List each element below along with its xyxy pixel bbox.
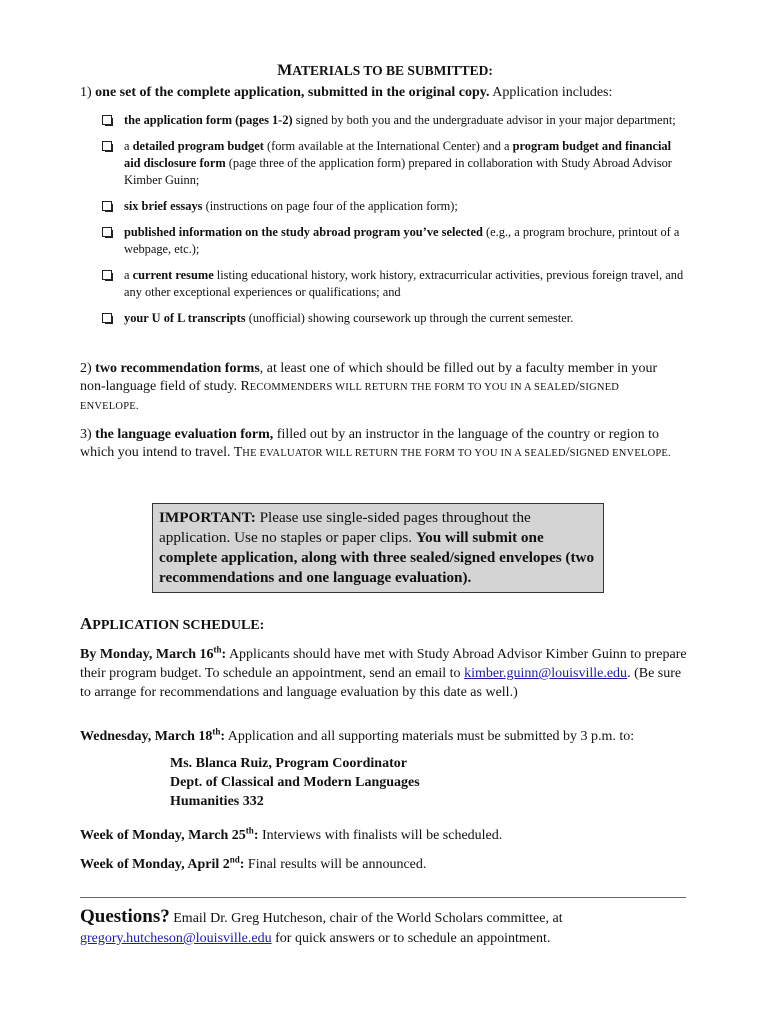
questions-section: Questions? Email Dr. Greg Hutcheson, chair of the World Scholars committee, at gregory.hutcheson@louisville.edu for quick answers or to schedule an appointment. [80,906,563,946]
materials-checklist [100,112,690,336]
checkbox-icon [102,201,112,211]
schedule-heading: APPLICATION SCHEDULE: [80,614,265,633]
checkbox-icon [102,313,112,323]
checkbox-icon [102,270,112,280]
checklist-item-essays: six brief essays (instructions on page four of the application form); [100,198,690,215]
checklist-item-published-information: published information on the study abroad program you’ve selected (e.g., a program brochure, printout of a webpage, etc.); [100,224,690,258]
important-notice-box: IMPORTANT: Please use single-sided pages throughout the application. Use no staples or paper clips. You will submit one complete application, along with three sealed/signed envelopes (two recommendations and one language evaluation). [152,503,604,593]
checklist-item-resume: a current resume listing educational history, work history, extracurricular activities, previous foreign travel, and any other exceptional experiences or qualifications; and [100,267,690,301]
checkbox-icon [102,227,112,237]
schedule-entry-march-16: By Monday, March 16th: Applicants should have met with Study Abroad Advisor Kimber Guinn to prepare their program budget. To schedule an appointment, send an email to kimber.guinn@louisville.edu. (Be sure to arrange for recommendations and language evaluation by this date as well.) [80,644,687,700]
schedule-entry-april-2: Week of Monday, April 2nd: Final results will be announced. [80,854,427,872]
checkbox-icon [102,141,112,151]
checklist-item-application-form: the application form (pages 1-2) signed by both you and the undergraduate advisor in your major department; [100,112,690,129]
chair-email-link[interactable]: gregory.hutcheson@louisville.edu [80,931,272,946]
checklist-item-program-budget: a detailed program budget (form available at the International Center) and a program budget and financial aid disclosure form (page three of the application form) prepared in collaboration with Study Abroad Advisor Kimber Guinn; [100,138,690,189]
language-evaluation-paragraph: 3) the language evaluation form, filled out by an instructor in the language of the country or region to which you intend to travel. THE EVALUATOR WILL RETURN THE FORM TO YOU IN A SEALED/SIGNED ENVELOPE. [80,427,671,460]
schedule-entry-march-25: Week of Monday, March 25th: Interviews with finalists will be scheduled. [80,825,503,843]
page-title: MATERIALS TO BE SUBMITTED: [277,62,493,79]
advisor-email-link[interactable]: kimber.guinn@louisville.edu [464,666,628,681]
checkbox-icon [102,115,112,125]
intro-paragraph: 1) one set of the complete application, submitted in the original copy. Application includes: [80,85,613,100]
recommendation-forms-paragraph: 2) two recommendation forms, at least one of which should be filled out by a faculty member in your non-language field of study. RECOMMENDERS WILL RETURN THE FORM TO YOU IN A SEALED/SIGNED ENVELOPE. [80,361,658,412]
checklist-item-transcripts: your U of L transcripts (unofficial) showing coursework up through the current semester. [100,310,690,327]
schedule-entry-march-18: Wednesday, March 18th: Application and all supporting materials must be submitted by 3 p.m. to: [80,726,635,744]
submission-address: Ms. Blanca Ruiz, Program Coordinator Dept. of Classical and Modern Languages Humanities 332 [170,756,420,809]
horizontal-divider [80,897,686,898]
